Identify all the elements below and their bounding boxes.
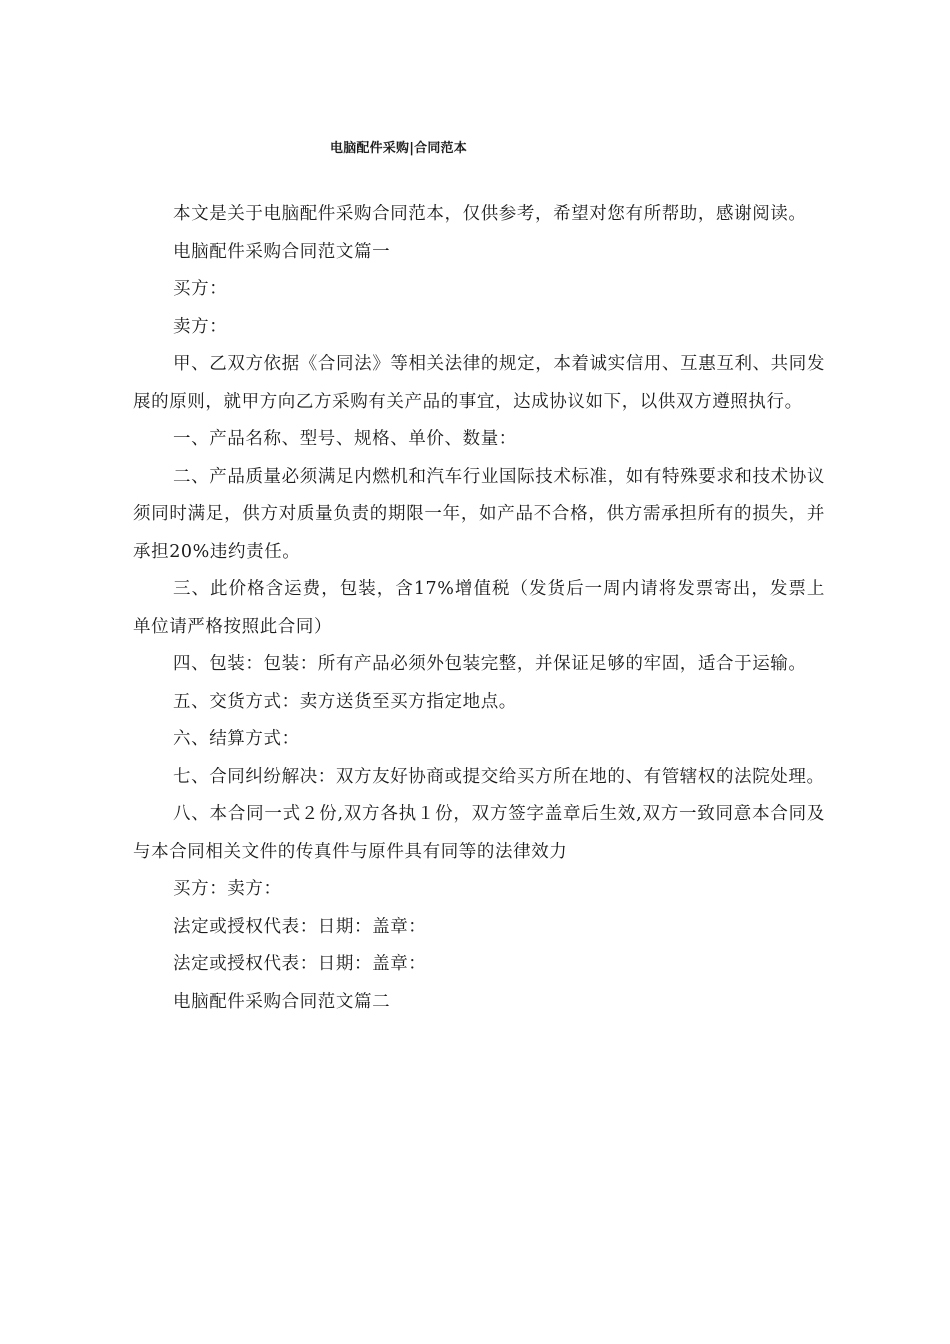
signature-representative-line: 法定或授权代表：日期：盖章： [173,954,427,974]
seller-line: 卖方： [173,316,228,337]
intro-paragraph: 本文是关于电脑配件采购合同范本，仅供参考，希望对您有所帮助，感谢阅读。 [173,204,807,224]
signature-representative-line: 法定或授权代表：日期：盖章： [173,916,427,937]
clause-7: 七、合同纠纷解决：双方友好协商或提交给买方所在地的、有管辖权的法院处理。 [173,766,825,787]
document-body [133,196,825,1021]
section-heading: 电脑配件采购合同范文篇一 [173,241,391,262]
clause-8: 八、本合同一式２份,双方各执１份，双方签字盖章后生效,双方一致同意本合同及与本合同相关文件的传真件与原件具有同等的法律效力 [133,804,825,862]
buyer-line: 买方： [173,279,228,299]
document-title: 电脑配件采购|合同范本 [330,141,467,156]
section-heading: 电脑配件采购合同范文篇二 [173,991,391,1012]
clause-6: 六、结算方式： [173,729,300,749]
clause-5: 五、交货方式：卖方送货至买方指定地点。 [173,691,517,712]
clause-3: 三、此价格含运费，包装，含17%增值税（发货后一周内请将发票寄出，发票上单位请严格按照此合同） [133,579,825,637]
clause-2: 二、产品质量必须满足内燃机和汽车行业国际技术标准，如有特殊要求和技术协议须同时满足，供方对质量负责的期限一年，如产品不合格，供方需承担所有的损失，并承担20%违约责任。 [133,466,825,562]
preamble-paragraph: 甲、乙双方依据《合同法》等相关法律的规定，本着诚实信用、互惠互利、共同发展的原则，就甲方向乙方采购有关产品的事宜，达成协议如下，以供双方遵照执行。 [133,354,825,412]
clause-4: 四、包装：包装：所有产品必须外包装完整，并保证足够的牢固，适合于运输。 [173,654,807,674]
signature-parties-line: 买方：卖方： [173,879,282,899]
clause-1: 一、产品名称、型号、规格、单价、数量： [173,429,517,449]
